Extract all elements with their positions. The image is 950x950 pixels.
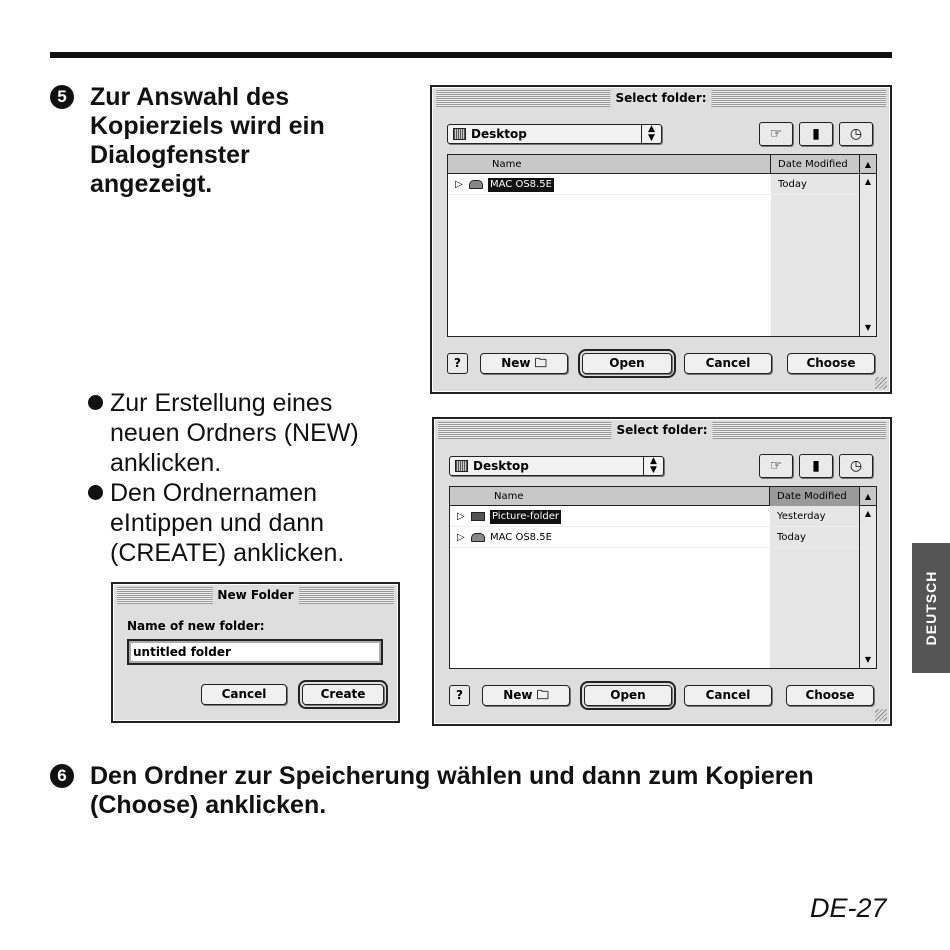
new-folder-button[interactable] [482, 685, 570, 706]
step-5-line: Dialogfenster [90, 141, 250, 169]
help-button[interactable]: ? [449, 685, 470, 706]
disclosure-triangle-icon[interactable]: ▷ [455, 179, 463, 190]
step-5-line: angezeigt. [90, 170, 213, 198]
list-header [448, 155, 860, 174]
new-folder-icon: 🗀 [536, 688, 549, 702]
language-side-tab [912, 543, 950, 673]
open-button[interactable]: Open [582, 353, 672, 374]
folder-icon [471, 512, 485, 521]
cancel-button[interactable]: Cancel [684, 685, 772, 706]
new-folder-icon: 🗀 [534, 356, 547, 370]
scroll-down-arrow-icon[interactable]: ▼ [864, 655, 872, 664]
choose-button[interactable]: Choose [787, 353, 875, 374]
drive-icon [471, 533, 485, 542]
step-5-line: Zur Answahl des [90, 83, 290, 111]
pointing-hand-icon: ☞ [769, 126, 783, 142]
step-5-number: 5 [50, 85, 74, 109]
date-column-bg [771, 174, 860, 336]
shortcuts-button[interactable] [759, 454, 793, 478]
list-header [450, 487, 860, 506]
resize-grip-icon[interactable] [875, 709, 887, 721]
shortcuts-button[interactable] [759, 122, 793, 146]
page-number: DE-27 [810, 893, 887, 923]
row-name: Picture-folder [492, 511, 560, 522]
choose-button[interactable]: Choose [786, 685, 874, 706]
location-popup[interactable] [449, 456, 664, 476]
dialog-titlebar[interactable] [117, 587, 394, 604]
location-popup-label: Desktop [471, 127, 527, 141]
bullet-line: anklicken. [110, 449, 222, 477]
column-name[interactable]: Name [448, 155, 771, 174]
select-folder-dialog-1 [430, 85, 892, 394]
row-name: MAC OS8.5E [490, 532, 552, 543]
recent-button[interactable] [839, 122, 873, 146]
help-button[interactable]: ? [447, 353, 468, 374]
disclosure-triangle-icon[interactable]: ▷ [457, 532, 465, 543]
bullet-line: Den Ordnernamen [110, 479, 318, 507]
dialog-titlebar[interactable] [438, 422, 886, 439]
drive-icon [469, 180, 483, 189]
pointing-hand-icon: ☞ [769, 458, 783, 474]
bullet-dot-icon [88, 485, 103, 500]
bullet-list [88, 388, 408, 568]
scrollbar[interactable] [859, 155, 876, 336]
location-popup[interactable] [447, 124, 662, 144]
list-row[interactable] [450, 507, 860, 527]
step-6-line: (Choose) anklicken. [90, 791, 327, 819]
bullet-line: (CREATE) anklicken. [110, 539, 345, 567]
scroll-up-arrow-icon[interactable]: ▲ [864, 177, 872, 186]
list-row[interactable] [450, 528, 860, 548]
dialog-titlebar[interactable] [436, 90, 886, 107]
bullet-item [88, 478, 408, 568]
step-6-number: 6 [50, 764, 74, 788]
favorites-folder-icon: ▮ [812, 458, 820, 474]
bullet-line: neuen Ordners (NEW) [110, 419, 359, 447]
step-6-line: Den Ordner zur Speicherung wählen und dann zum Kopieren [90, 762, 814, 790]
bullet-dot-icon [88, 395, 103, 410]
bullet-line: eIntippen und dann [110, 509, 325, 537]
list-row[interactable] [448, 175, 860, 195]
new-button-label: New [503, 688, 533, 702]
row-date: Yesterday [777, 511, 826, 522]
column-date-modified[interactable]: Date Modified [770, 487, 860, 506]
column-name[interactable]: Name [450, 487, 770, 506]
new-folder-button[interactable] [480, 353, 568, 374]
disclosure-triangle-icon[interactable]: ▷ [457, 511, 465, 522]
row-date: Today [778, 179, 807, 190]
cancel-button[interactable]: Cancel [684, 353, 772, 374]
popup-arrows-icon: ▲ ▼ [641, 125, 661, 143]
file-list [447, 154, 877, 337]
step-5-line: Kopierziels wird ein [90, 112, 325, 140]
dialog-title: Select folder: [611, 422, 712, 439]
desktop-icon [453, 128, 466, 140]
sort-order-icon[interactable]: ▲ [860, 155, 876, 174]
step-5 [50, 83, 390, 199]
new-folder-name-label: Name of new folder: [127, 619, 265, 633]
row-date: Today [777, 532, 806, 543]
scrollbar[interactable] [859, 487, 876, 668]
favorites-button[interactable] [799, 454, 833, 478]
new-folder-name-input[interactable]: untitled folder [127, 639, 383, 665]
dialog-title: New Folder [212, 587, 298, 604]
dialog-title: Select folder: [610, 90, 711, 107]
step-6 [50, 762, 910, 820]
cancel-button[interactable]: Cancel [201, 684, 287, 705]
new-folder-dialog [111, 582, 400, 723]
popup-arrows-icon: ▲ ▼ [643, 457, 663, 475]
select-folder-dialog-2 [432, 417, 892, 726]
desktop-icon [455, 460, 468, 472]
row-name: MAC OS8.5E [490, 179, 552, 190]
open-button[interactable]: Open [584, 685, 672, 706]
scroll-down-arrow-icon[interactable]: ▼ [864, 323, 872, 332]
column-date-modified[interactable]: Date Modified [778, 159, 848, 170]
favorites-folder-icon: ▮ [812, 126, 820, 142]
sort-order-icon[interactable]: ▲ [860, 487, 876, 506]
scroll-up-arrow-icon[interactable]: ▲ [864, 509, 872, 518]
file-list [449, 486, 877, 669]
bullet-line: Zur Erstellung eines [110, 389, 333, 417]
language-side-tab-label: DEUTSCH [923, 570, 939, 646]
resize-grip-icon[interactable] [875, 377, 887, 389]
bullet-item [88, 388, 408, 478]
clock-icon: ◷ [849, 458, 863, 474]
top-rule [50, 52, 892, 58]
recent-button[interactable] [839, 454, 873, 478]
location-popup-label: Desktop [473, 459, 529, 473]
clock-icon: ◷ [849, 126, 863, 142]
create-button[interactable]: Create [302, 684, 384, 705]
new-button-label: New [501, 356, 531, 370]
favorites-button[interactable] [799, 122, 833, 146]
